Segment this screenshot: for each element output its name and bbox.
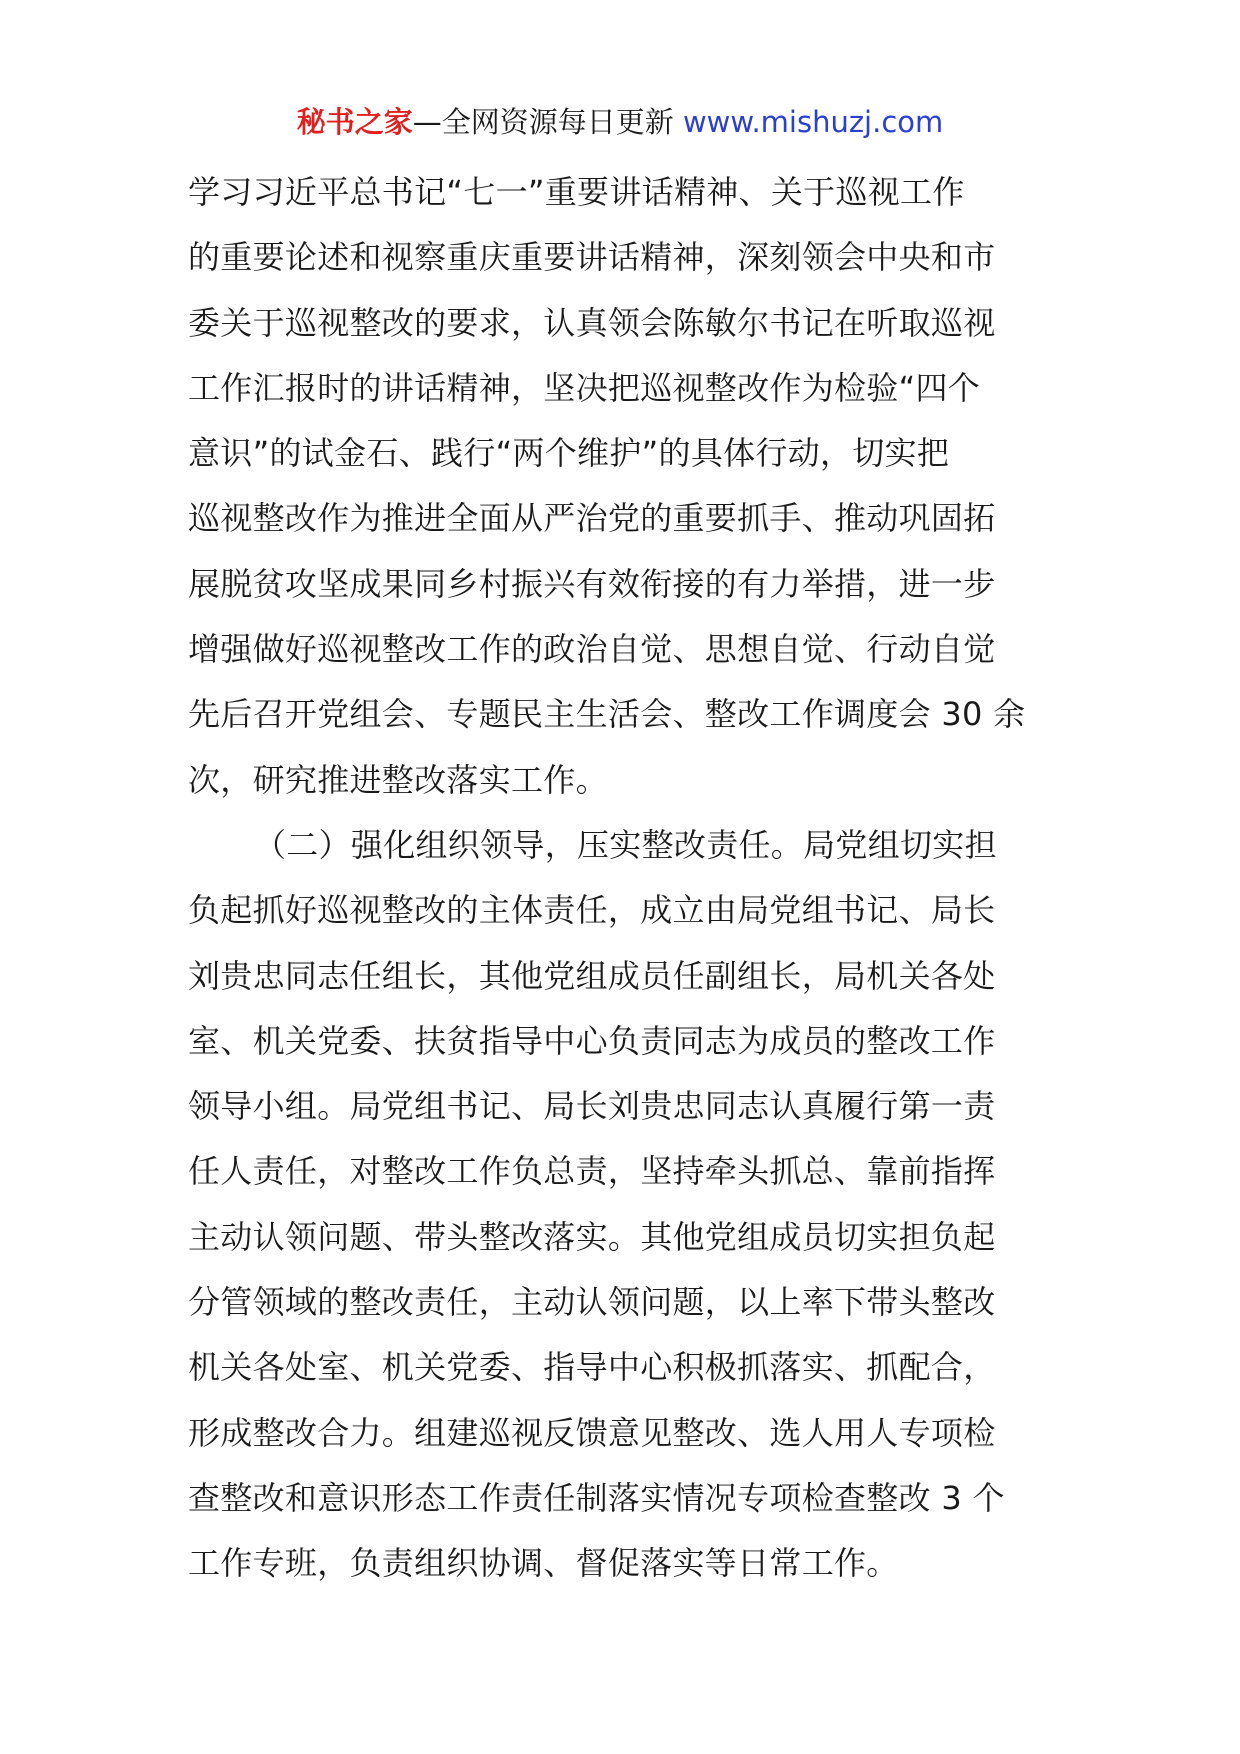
body-line: 机关各处室、机关党委、指导中心积极抓落实、抓配合， xyxy=(188,1348,996,1387)
document-body xyxy=(188,160,1058,1597)
section-heading-line: （二）强化组织领导，压实整改责任。局党组切实担 xyxy=(254,825,997,864)
body-line: 次，研究推进整改落实工作。 xyxy=(188,760,608,799)
body-line: 分管领域的整改责任，主动认领问题，以上率下带头整改 xyxy=(188,1283,996,1322)
body-line: 的重要论述和视察重庆重要讲话精神，深刻领会中央和市 xyxy=(188,238,996,277)
body-line: 增强做好巡视整改工作的政治自觉、思想自觉、行动自觉 xyxy=(188,630,996,669)
body-line: 委关于巡视整改的要求，认真领会陈敏尔书记在听取巡视 xyxy=(188,303,996,342)
body-line: 查整改和意识形态工作责任制落实情况专项检查整改 3 个 xyxy=(188,1478,1005,1517)
body-line: 工作专班，负责组织协调、督促落实等日常工作。 xyxy=(188,1544,899,1583)
body-line: 负起抓好巡视整改的主体责任，成立由局党组书记、局长 xyxy=(188,891,996,930)
body-line: 意识”的试金石、践行“两个维护”的具体行动，切实把 xyxy=(188,434,950,473)
body-line: 形成整改合力。组建巡视反馈意见整改、选人用人专项检 xyxy=(188,1413,996,1452)
body-line: 领导小组。局党组书记、局长刘贵忠同志认真履行第一责 xyxy=(188,1087,996,1126)
page-header xyxy=(0,100,1240,144)
body-line: 刘贵忠同志任组长，其他党组成员任副组长，局机关各处 xyxy=(188,956,996,995)
body-line: 室、机关党委、扶贫指导中心负责同志为成员的整改工作 xyxy=(188,1021,996,1060)
header-tagline: —全网资源每日更新 xyxy=(412,105,674,139)
body-line: 展脱贫攻坚成果同乡村振兴有效衔接的有力举措，进一步 xyxy=(188,564,996,603)
brand-name: 秘书之家 xyxy=(296,105,413,139)
body-line: 学习习近平总书记“七一”重要讲话精神、关于巡视工作 xyxy=(188,173,965,211)
body-line: 巡视整改作为推进全面从严治党的重要抓手、推动巩固拓 xyxy=(188,499,996,538)
body-line: 主动认领问题、带头整改落实。其他党组成员切实担负起 xyxy=(188,1217,996,1256)
body-line: 先后召开党组会、专题民主生活会、整改工作调度会 30 余 xyxy=(188,695,1026,734)
body-line: 工作汇报时的讲话精神，坚决把巡视整改作为检验“四个 xyxy=(188,368,981,407)
site-url-link[interactable]: www.mishuzj.com xyxy=(682,105,944,139)
body-line: 任人责任，对整改工作负总责，坚持牵头抓总、靠前指挥 xyxy=(188,1152,996,1191)
